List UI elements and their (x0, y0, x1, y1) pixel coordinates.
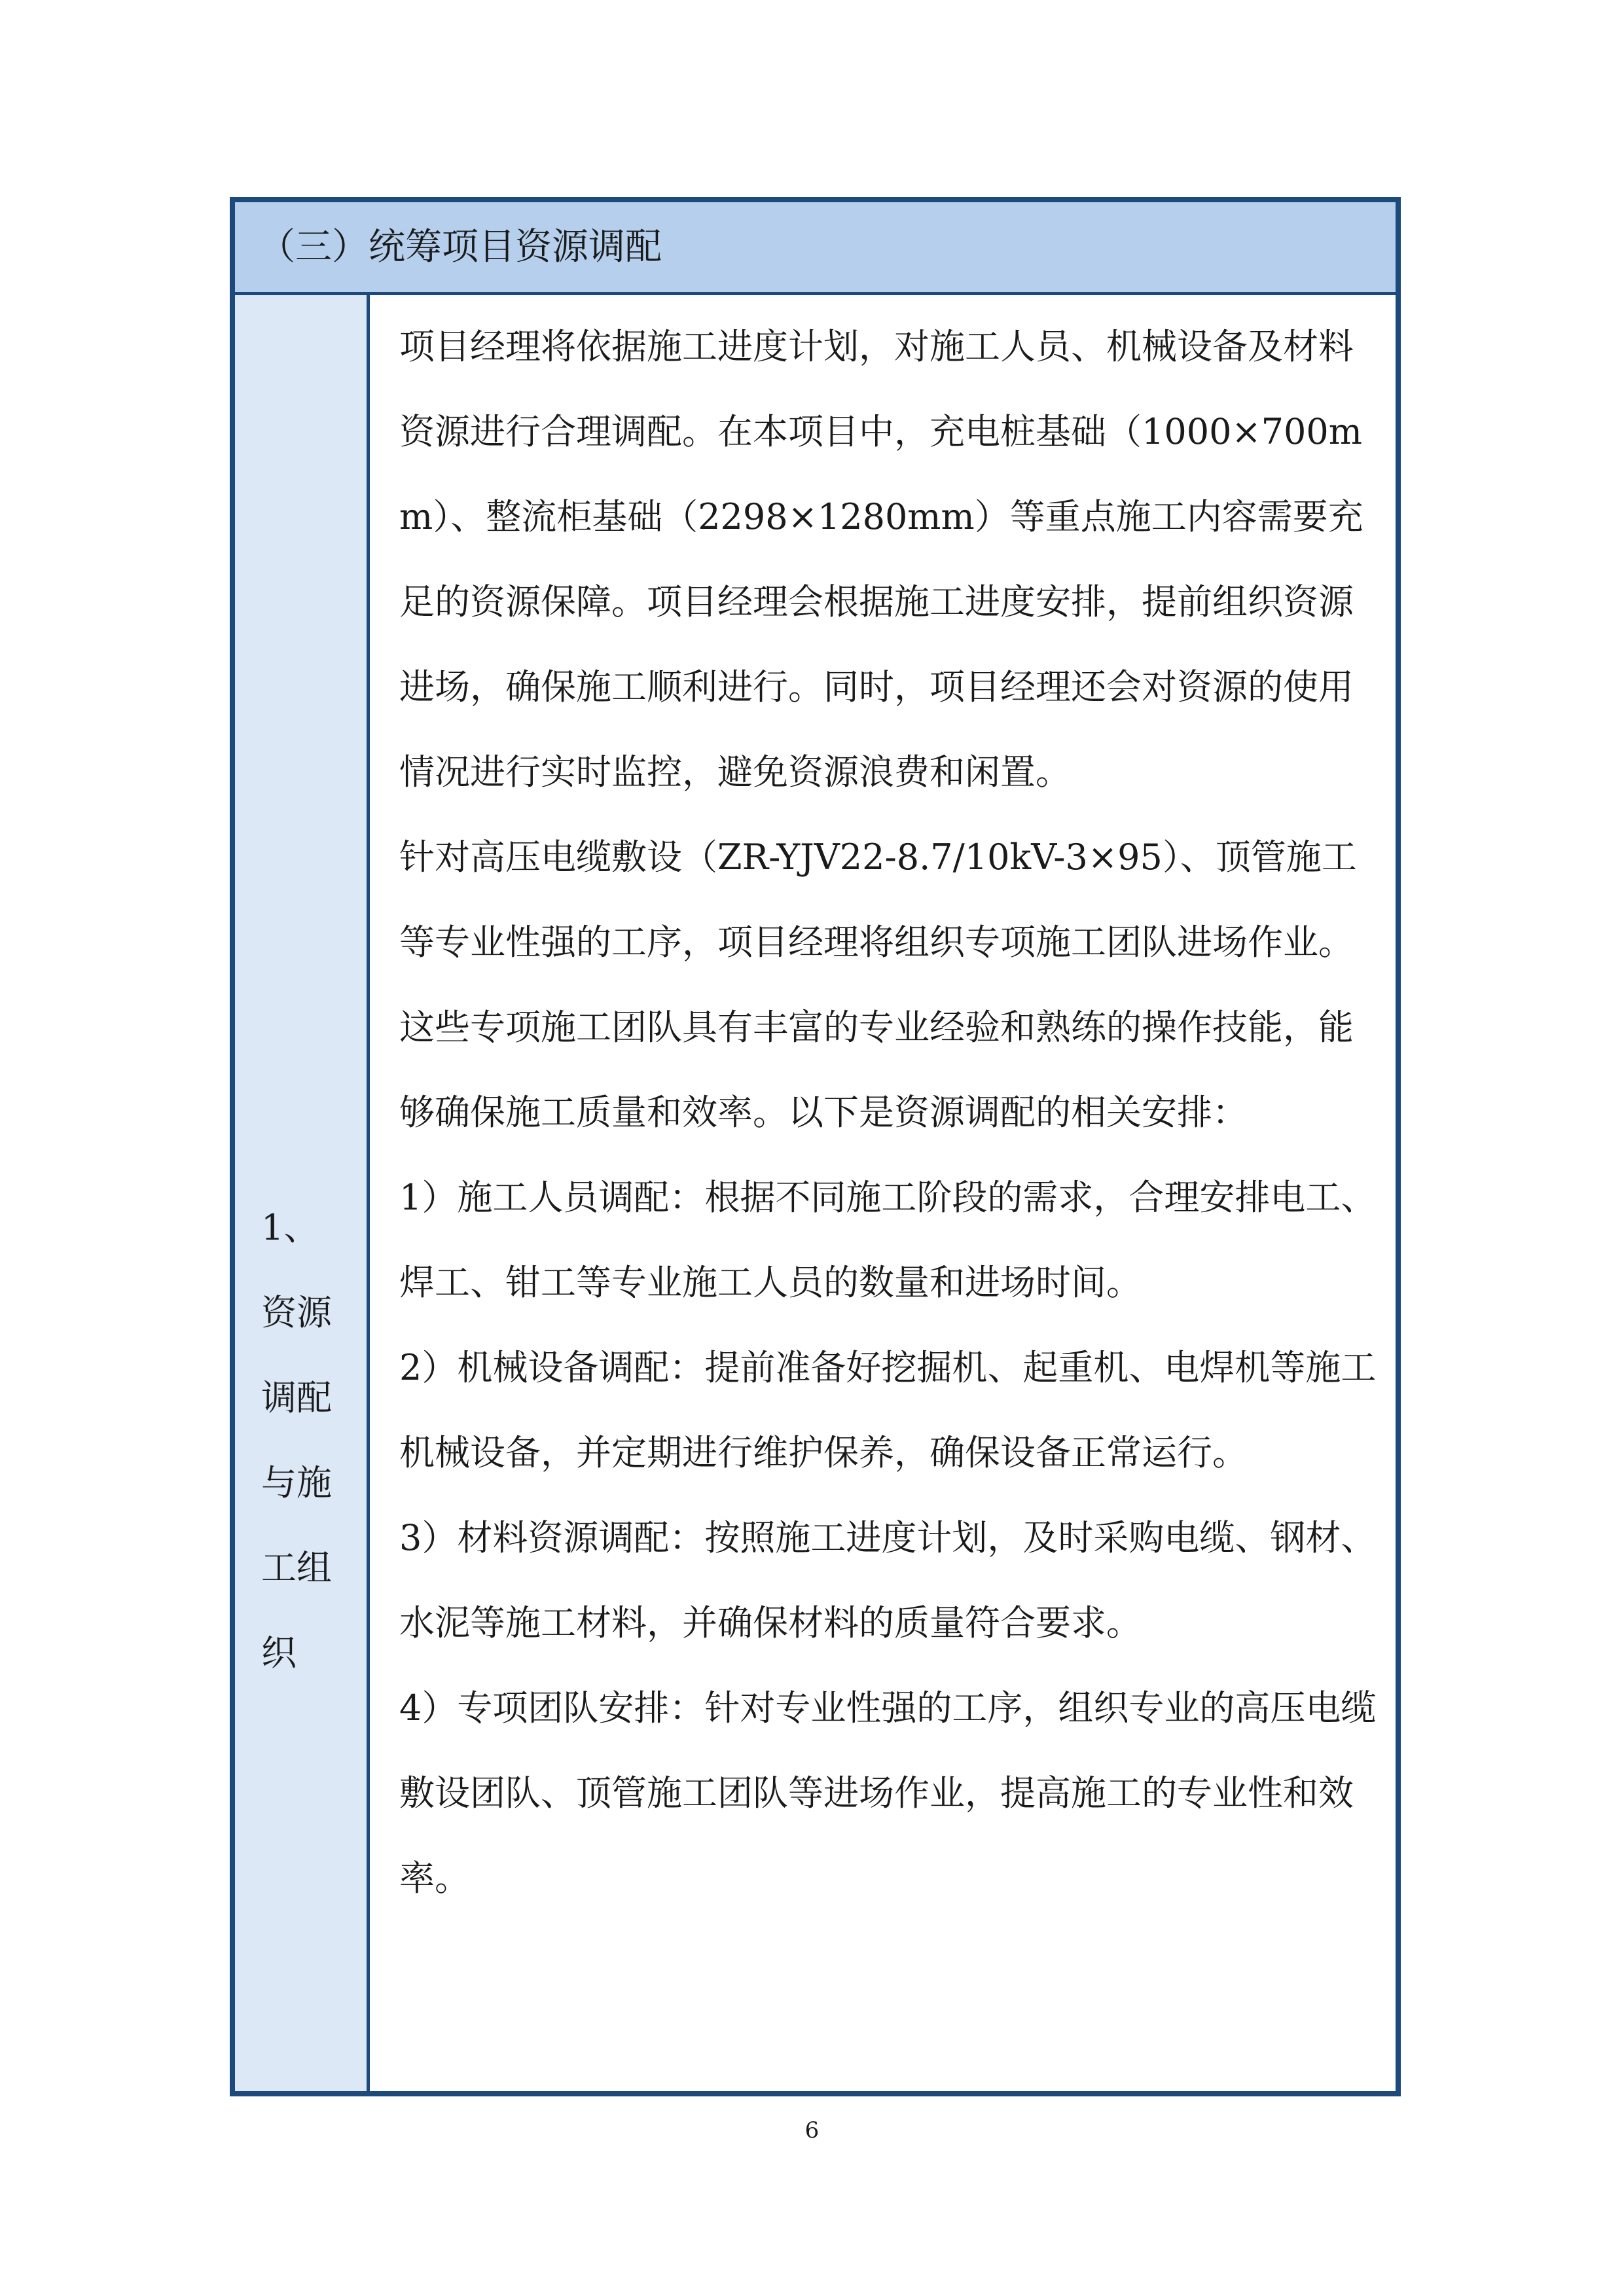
body-content (399, 304, 1388, 1921)
list-item: 3）材料资源调配：按照施工进度计划，及时采购电缆、钢材、水泥等施工材料，并确保材料的质量符合要求。 (399, 1517, 1377, 1643)
list-item: 1）施工人员调配：根据不同施工阶段的需求，合理安排电工、焊工、钳工等专业施工人员的数量和进场时间。 (399, 1177, 1377, 1303)
row-label: 1、资源调配与施工组织 (261, 1207, 332, 1674)
row-label-cell (235, 295, 370, 2091)
list-item: 2）机械设备调配：提前准备好挖掘机、起重机、电焊机等施工机械设备，并定期进行维护保养，确保设备正常运行。 (399, 1347, 1377, 1473)
content-table (230, 197, 1401, 2096)
paragraph: 项目经理将依据施工进度计划，对施工人员、机械设备及材料资源进行合理调配。在本项目中，充电桩基础（1000×700mm）、整流柜基础（2298×1280mm）等重点施工内容需要充足的资源保障。项目经理会根据施工进度安排，提前组织资源进场，确保施工顺利进行。同时，项目经理还会对资源的使用情况进行实时监控，避免资源浪费和闲置。 (399, 326, 1363, 793)
paragraph: 针对高压电缆敷设（ZR-YJV22-8.7/10kV-3×95）、顶管施工等专业性强的工序，项目经理将组织专项施工团队进场作业。这些专项施工团队具有丰富的专业经验和熟练的操作技能，能够确保施工质量和效率。以下是资源调配的相关安排： (399, 836, 1357, 1133)
list-item: 4）专项团队安排：针对专业性强的工序，组织专业的高压电缆敷设团队、顶管施工团队等进场作业，提高施工的专业性和效率。 (399, 1687, 1377, 1899)
page-number: 6 (804, 2117, 820, 2144)
section-title: （三）统筹项目资源调配 (259, 226, 662, 268)
section-header (235, 202, 1396, 295)
